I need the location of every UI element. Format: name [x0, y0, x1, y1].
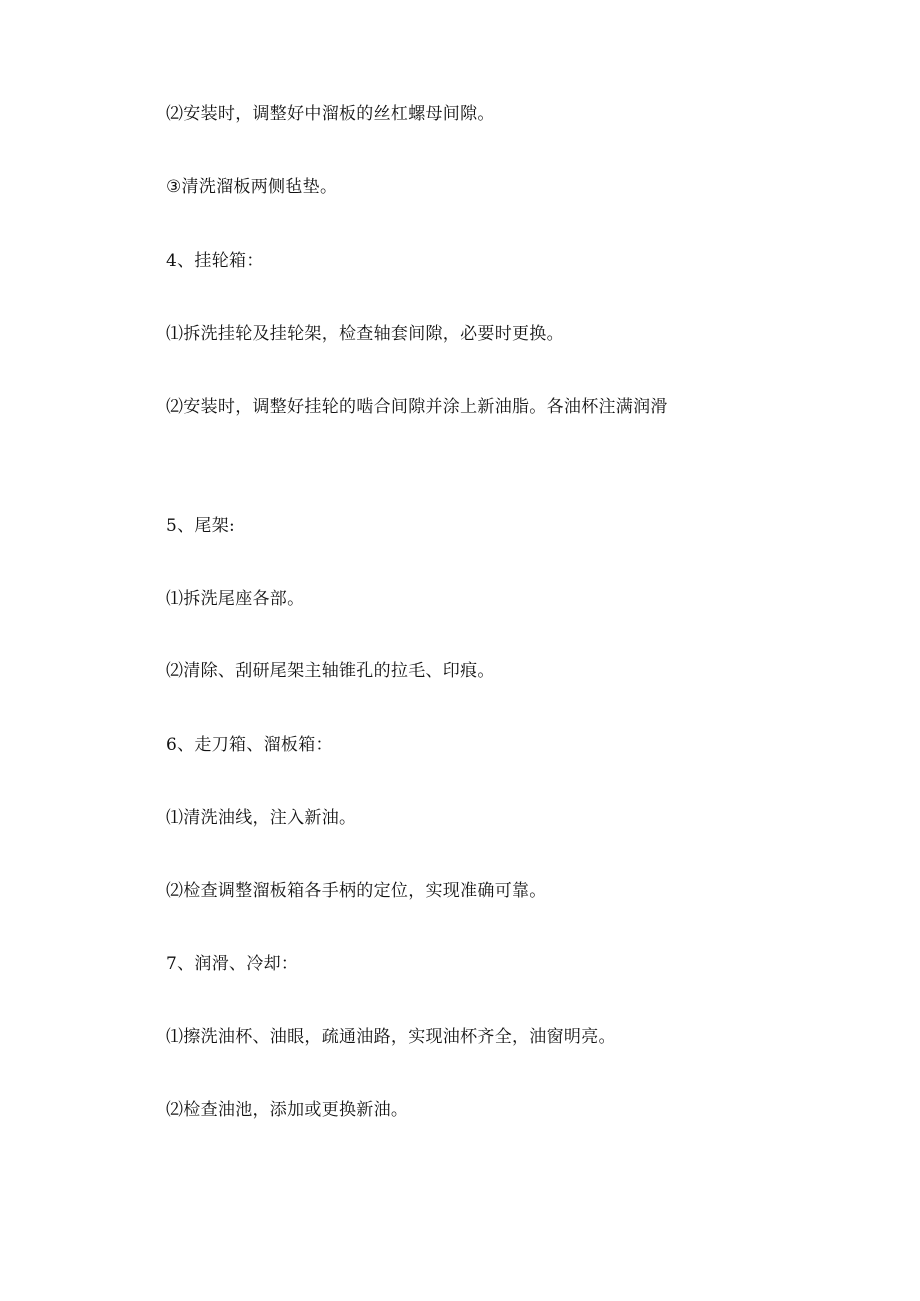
section-heading: 7、润滑、冷却： — [166, 954, 299, 974]
paragraph-line: ⑵清除、刮研尾架主轴锥孔的拉毛、印痕。 — [166, 661, 495, 681]
paragraph-line: ⑴清洗油线，注入新油。 — [166, 808, 357, 828]
paragraph-line: ⑵检查调整溜板箱各手柄的定位，实现准确可靠。 — [166, 881, 547, 901]
section-heading: 5、尾架: — [166, 516, 236, 536]
section-heading: 6、走刀箱、溜板箱： — [166, 735, 333, 755]
section-heading: 4、挂轮箱： — [166, 251, 264, 271]
paragraph-line: ③清洗溜板两侧毡垫。 — [166, 177, 338, 197]
paragraph-line: ⑵安装时，调整好挂轮的啮合间隙并涂上新油脂。各油杯注满润滑 — [166, 397, 668, 417]
paragraph-line: ⑴拆洗挂轮及挂轮架，检查轴套间隙，必要时更换。 — [166, 324, 564, 344]
paragraph-line: ⑵安装时，调整好中溜板的丝杠螺母间隙。 — [166, 104, 495, 124]
paragraph-line: ⑴擦洗油杯、油眼，疏通油路，实现油杯齐全，油窗明亮。 — [166, 1027, 616, 1047]
paragraph-line: ⑴拆洗尾座各部。 — [166, 589, 305, 609]
paragraph-line: ⑵检查油池，添加或更换新油。 — [166, 1100, 409, 1120]
